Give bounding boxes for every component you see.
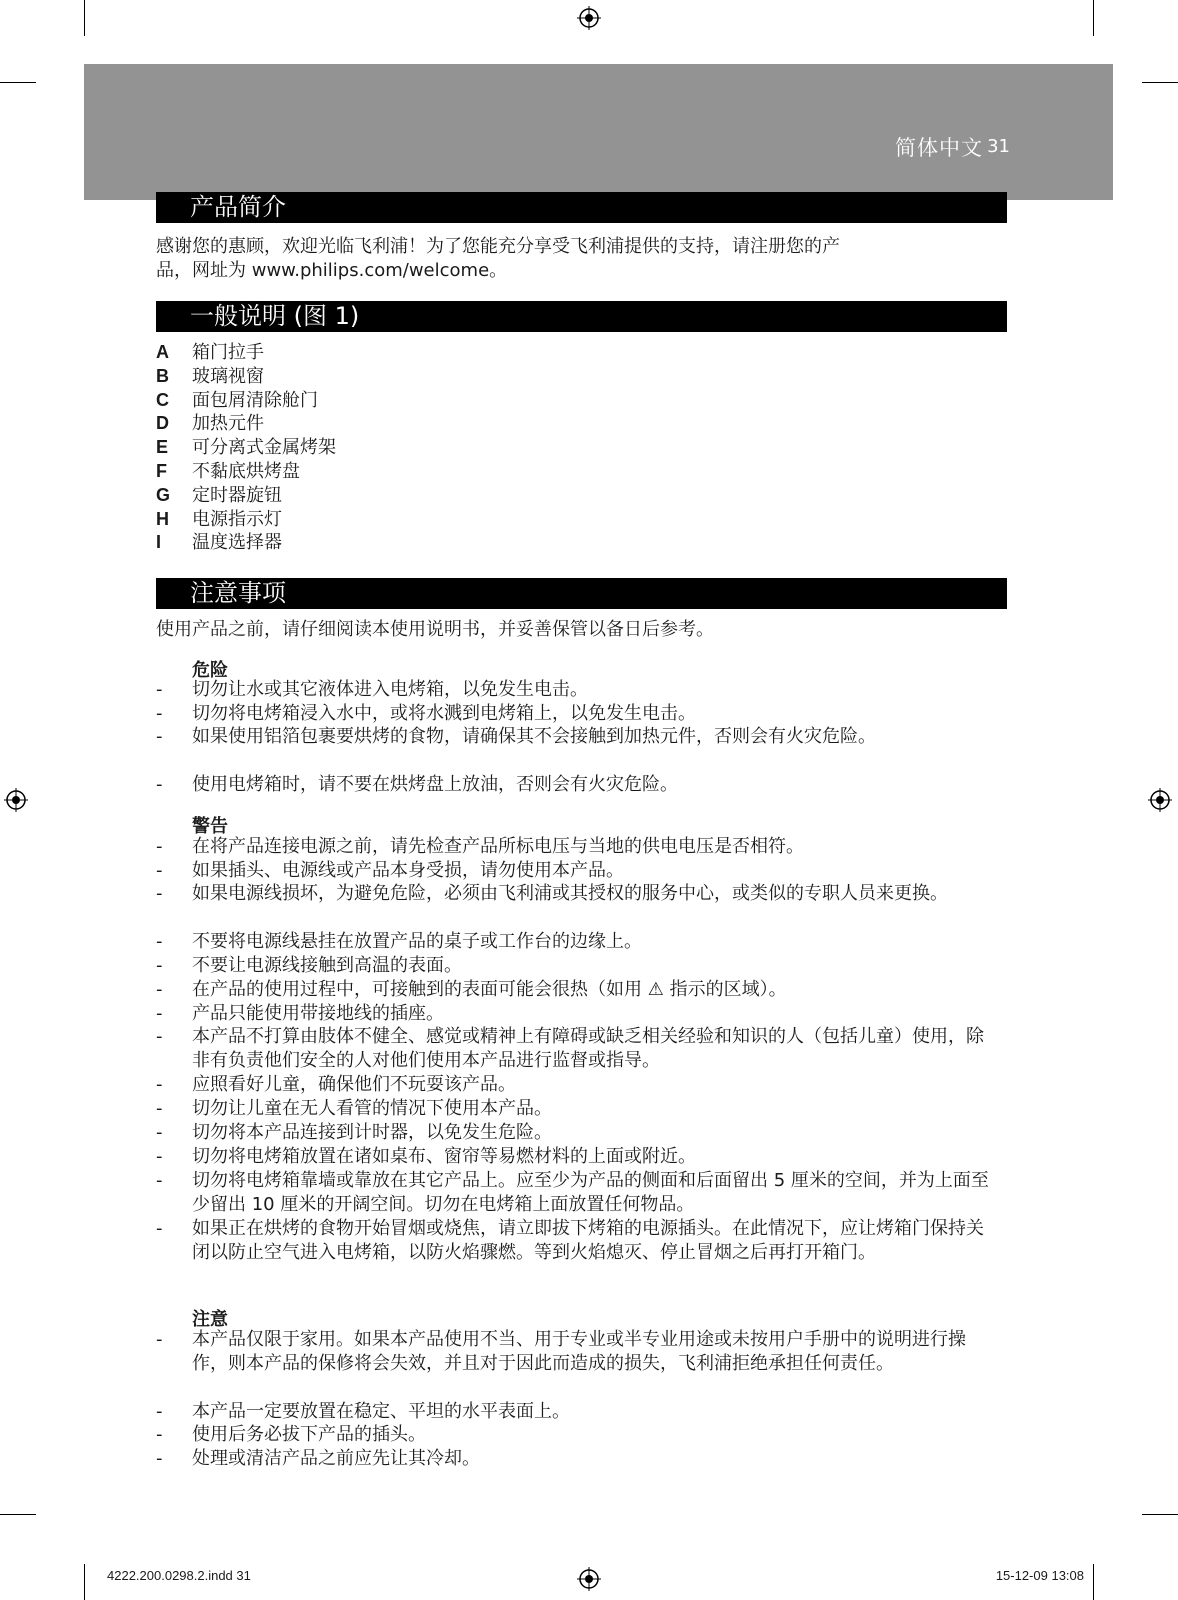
bullet-text: 在产品的使用过程中，可接触到的表面可能会很热（如用 ⚠ 指示的区域）。	[192, 979, 787, 1000]
bullet-item	[156, 882, 996, 906]
warning-heading: 警告	[192, 816, 228, 837]
bullet-dash: -	[156, 931, 163, 952]
bullet-dash: -	[156, 679, 163, 700]
bullet-item	[156, 702, 996, 726]
important-intro: 使用产品之前，请仔细阅读本使用说明书，并妥善保管以备日后参考。	[156, 619, 714, 640]
bullet-item	[156, 1447, 996, 1471]
bullet-dash: -	[156, 1329, 163, 1350]
bullet-item	[156, 1073, 996, 1097]
part-letter: G	[156, 484, 171, 505]
caution-heading: 注意	[192, 1309, 228, 1330]
bullet-text: 如果电源线损坏，为避免危险，必须由飞利浦或其授权的服务中心，或类似的专职人员来更换。	[192, 883, 948, 904]
bullet-text: 使用电烤箱时，请不要在烘烤盘上放油，否则会有火灾危险。	[192, 774, 678, 795]
bullet-dash: -	[156, 955, 163, 976]
bullet-text: 使用后务必拔下产品的插头。	[192, 1424, 426, 1445]
bullet-dash: -	[156, 726, 163, 747]
bullet-item	[156, 678, 996, 702]
bullet-item	[156, 1121, 996, 1145]
crop-mark	[1142, 82, 1178, 83]
bullet-dash: -	[156, 1122, 163, 1143]
bullet-item	[156, 1217, 996, 1264]
page-number: 31	[987, 136, 1010, 157]
bullet-item	[156, 1097, 996, 1121]
crop-mark	[0, 1514, 36, 1515]
bullet-text: 应照看好儿童，确保他们不玩耍该产品。	[192, 1074, 516, 1095]
registration-mark-icon	[577, 1567, 601, 1591]
bullet-item	[156, 773, 996, 797]
part-letter: B	[156, 365, 169, 386]
bullet-dash: -	[156, 1448, 163, 1469]
part-label: 温度选择器	[192, 532, 282, 554]
bullet-text: 切勿将电烤箱浸入水中，或将水溅到电烤箱上，以免发生电击。	[192, 703, 696, 724]
footer-file: 4222.200.0298.2.indd 31	[107, 1568, 251, 1583]
bullet-text: 本产品不打算由肢体不健全、感觉或精神上有障碍或缺乏相关经验和知识的人（包括儿童）使用，除非有负责他们安全的人对他们使用本产品进行监督或指导。	[192, 1026, 984, 1071]
bullet-text: 如果使用铝箔包裹要烘烤的食物，请确保其不会接触到加热元件，否则会有火灾危险。	[192, 726, 876, 747]
part-letter: F	[156, 461, 167, 481]
bullet-dash: -	[156, 860, 163, 881]
bullet-text: 本产品一定要放置在稳定、平坦的水平表面上。	[192, 1401, 570, 1422]
part-label: 可分离式金属烤架	[192, 437, 336, 459]
bullet-dash: -	[156, 703, 163, 724]
bullet-item	[156, 978, 996, 1002]
intro-line-1: 感谢您的惠顾，欢迎光临飞利浦！为了您能充分享受飞利浦提供的支持，请注册您的产	[156, 236, 840, 257]
bullet-dash: -	[156, 1074, 163, 1095]
bullet-dash: -	[156, 774, 163, 795]
header-language: 简体中文	[895, 136, 983, 160]
registration-mark-icon	[1148, 788, 1172, 812]
bullet-item	[156, 1423, 996, 1447]
bullet-text: 本产品仅限于家用。如果本产品使用不当、用于专业或半专业用途或未按用户手册中的说明进行操作，则本产品的保修将会失效，并且对于因此而造成的损失，飞利浦拒绝承担任何责任。	[192, 1329, 966, 1374]
bullet-text: 切勿让水或其它液体进入电烤箱，以免发生电击。	[192, 679, 588, 700]
part-label: 箱门拉手	[192, 342, 264, 363]
bullet-item	[156, 1169, 996, 1216]
bullet-item	[156, 1400, 996, 1424]
part-letter: A	[156, 342, 169, 362]
intro-line-2: 品，网址为 www.philips.com/welcome。	[156, 260, 508, 281]
crop-mark	[84, 1564, 85, 1600]
part-label: 玻璃视窗	[192, 365, 264, 387]
footer-date: 15-12-09 13:08	[995, 1568, 1084, 1583]
crop-mark	[1142, 1514, 1178, 1515]
crop-mark	[1093, 1564, 1094, 1600]
part-label: 面包屑清除舱门	[192, 389, 318, 411]
bullet-text: 不要让电源线接触到高温的表面。	[192, 955, 462, 976]
bullet-dash: -	[156, 1098, 163, 1119]
bullet-dash: -	[156, 1146, 163, 1167]
bullet-dash: -	[156, 1003, 163, 1024]
bullet-text: 切勿将电烤箱靠墙或靠放在其它产品上。应至少为产品的侧面和后面留出 5 厘米的空间，并为上面至少留出 10 厘米的开阔空间。切勿在电烤箱上面放置任何物品。	[192, 1170, 989, 1215]
bullet-text: 不要将电源线悬挂在放置产品的桌子或工作台的边缘上。	[192, 931, 642, 952]
crop-mark	[0, 82, 36, 83]
bullet-dash: -	[156, 1401, 163, 1422]
part-label: 电源指示灯	[192, 508, 282, 530]
bullet-text: 如果插头、电源线或产品本身受损，请勿使用本产品。	[192, 860, 624, 881]
bullet-item	[156, 954, 996, 978]
part-letter: C	[156, 389, 169, 410]
part-label: 定时器旋钮	[192, 484, 282, 506]
part-label: 不黏底烘烤盘	[192, 461, 300, 482]
section-title-important: 注意事项	[156, 578, 1007, 609]
crop-mark	[84, 0, 85, 36]
bullet-dash: -	[156, 1424, 163, 1445]
bullet-item	[156, 1145, 996, 1169]
bullet-item	[156, 1328, 996, 1375]
bullet-text: 如果正在烘烤的食物开始冒烟或烧焦，请立即拔下烤箱的电源插头。在此情况下，应让烤箱门保持关闭以防止空气进入电烤箱，以防火焰骤燃。等到火焰熄灭、停止冒烟之后再打开箱门。	[192, 1218, 984, 1263]
bullet-text: 切勿让儿童在无人看管的情况下使用本产品。	[192, 1098, 552, 1119]
bullet-text: 切勿将本产品连接到计时器，以免发生危险。	[192, 1122, 552, 1143]
bullet-dash: -	[156, 836, 163, 857]
part-letter: H	[156, 508, 169, 529]
bullet-dash: -	[156, 883, 163, 904]
part-label: 加热元件	[192, 413, 264, 435]
bullet-item	[156, 1025, 996, 1072]
crop-mark	[1093, 0, 1094, 36]
section-title-general: 一般说明 (图 1)	[156, 301, 1007, 332]
section-title-intro: 产品简介	[156, 192, 1007, 223]
bullet-item	[156, 859, 996, 883]
bullet-dash: -	[156, 1218, 163, 1239]
registration-mark-icon	[577, 6, 601, 30]
bullet-text: 处理或清洁产品之前应先让其冷却。	[192, 1448, 480, 1469]
bullet-item	[156, 725, 996, 749]
bullet-text: 产品只能使用带接地线的插座。	[192, 1003, 444, 1024]
registration-mark-icon	[4, 788, 28, 812]
bullet-text: 在将产品连接电源之前，请先检查产品所标电压与当地的供电电压是否相符。	[192, 836, 804, 857]
danger-heading: 危险	[192, 660, 228, 681]
bullet-dash: -	[156, 1026, 163, 1047]
bullet-item	[156, 1002, 996, 1026]
part-letter: E	[156, 437, 169, 458]
bullet-dash: -	[156, 979, 163, 1000]
part-letter: D	[156, 413, 169, 434]
bullet-item	[156, 930, 996, 954]
bullet-dash: -	[156, 1170, 163, 1191]
bullet-item	[156, 835, 996, 859]
bullet-text: 切勿将电烤箱放置在诸如桌布、窗帘等易燃材料的上面或附近。	[192, 1146, 696, 1167]
part-letter: I	[156, 532, 162, 553]
